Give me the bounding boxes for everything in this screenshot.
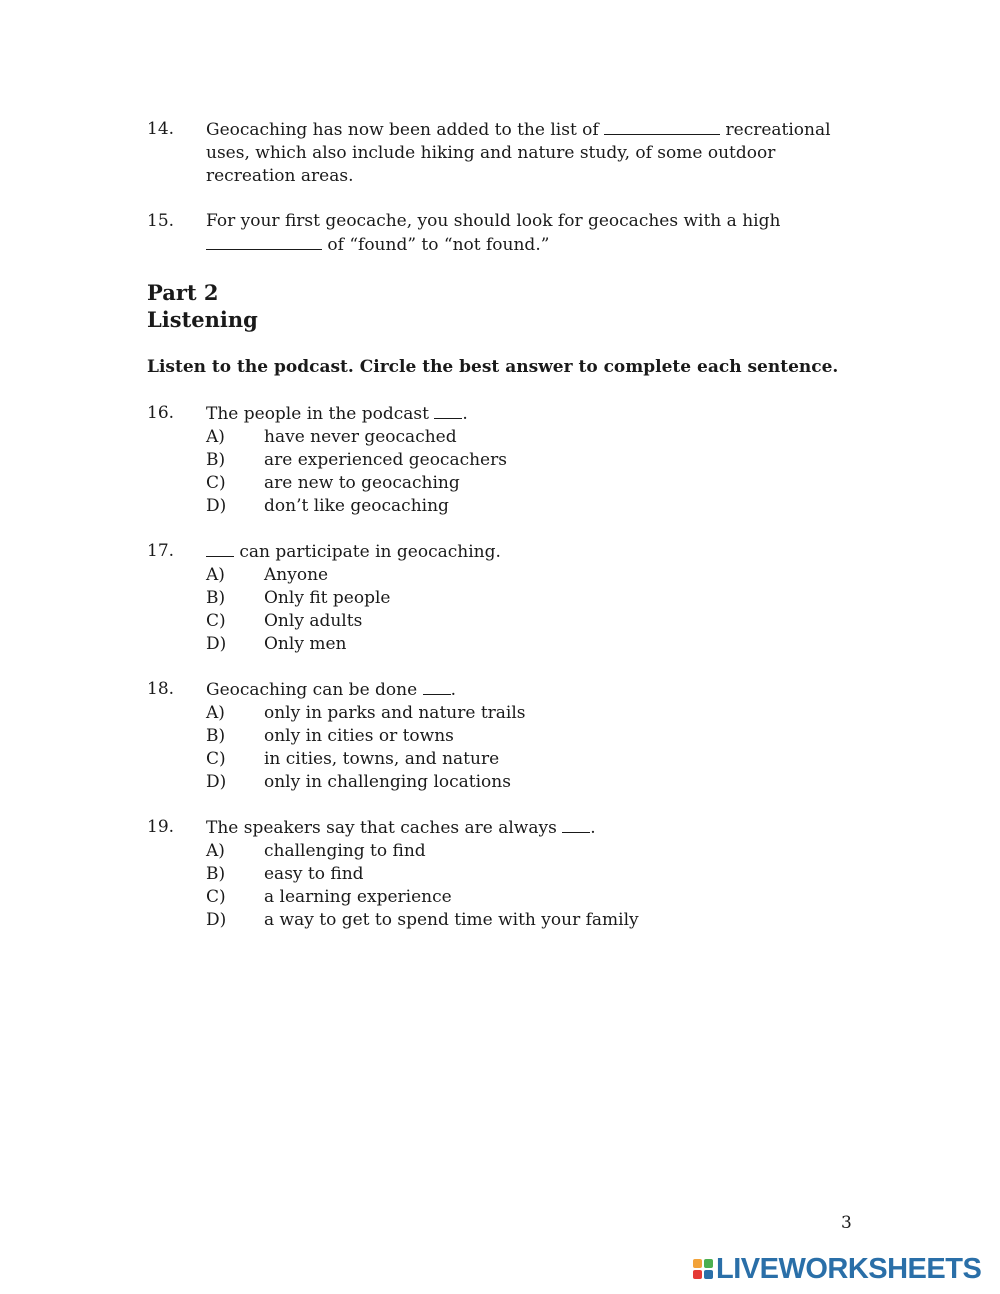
logo-tile	[693, 1259, 702, 1268]
option-d[interactable]: D) a way to get to spend time with your family	[206, 910, 639, 930]
question-text: can participate in geocaching.	[206, 540, 867, 564]
options-list	[206, 564, 867, 656]
answer-blank	[562, 816, 590, 833]
option-d[interactable]: D) only in challenging locations	[206, 772, 511, 792]
answer-blank	[423, 678, 451, 695]
question-number: 14.	[147, 119, 175, 139]
question-text: Geocaching has now been added to the list of recreational uses, which also include hiking and nature study, of some outdoor recreation areas.	[206, 120, 831, 186]
question-text: The speakers say that caches are always .	[206, 818, 596, 838]
question-text: For your first geocache, you should look for geocaches with a high of “found” to “not found.”	[206, 211, 781, 255]
option-d[interactable]: D) don’t like geocaching	[206, 496, 449, 516]
question-text: Geocaching can be done .	[206, 680, 456, 700]
brand-name: LIVEWORKSHEETS	[716, 1253, 982, 1285]
option-a[interactable]: A) have never geocached	[206, 427, 457, 447]
answer-blank	[206, 540, 234, 557]
option-b[interactable]: B) Only fit people	[206, 588, 391, 608]
part-subtitle: Listening	[147, 307, 258, 332]
option-a[interactable]: A) challenging to find	[206, 841, 426, 861]
option-b[interactable]: B) only in cities or towns	[206, 726, 454, 746]
options-list	[206, 840, 867, 932]
question-number: 18.	[147, 679, 175, 699]
answer-blank	[434, 402, 462, 419]
question-number: 16.	[147, 403, 175, 423]
page-number: 3	[841, 1213, 852, 1233]
logo-tile	[704, 1259, 713, 1268]
option-a[interactable]: A) Anyone	[206, 565, 329, 585]
instruction: Listen to the podcast. Circle the best answer to complete each sentence.	[147, 357, 839, 377]
option-c[interactable]: C) Only adults	[206, 611, 363, 631]
question-16	[147, 402, 867, 518]
option-b[interactable]: B) are experienced geocachers	[206, 450, 507, 470]
question-14	[147, 118, 867, 188]
logo-tile	[704, 1270, 713, 1279]
logo-tile	[693, 1270, 702, 1279]
answer-blank[interactable]	[206, 233, 322, 250]
option-b[interactable]: B) easy to find	[206, 864, 364, 884]
option-d[interactable]: D) Only men	[206, 634, 347, 654]
options-list	[206, 426, 867, 518]
question-number: 15.	[147, 211, 175, 231]
question-17	[147, 540, 867, 656]
question-text: The people in the podcast .	[206, 404, 468, 424]
options-list	[206, 702, 867, 794]
question-15	[147, 210, 867, 257]
answer-blank[interactable]	[604, 118, 720, 135]
option-c[interactable]: C) are new to geocaching	[206, 473, 460, 493]
liveworksheets-brand[interactable]	[693, 1252, 981, 1286]
question-number: 17.	[147, 541, 175, 561]
liveworksheets-logo-icon	[693, 1259, 713, 1279]
part-title: Part 2	[147, 280, 219, 305]
question-18	[147, 678, 867, 794]
option-c[interactable]: C) a learning experience	[206, 887, 452, 907]
option-a[interactable]: A) only in parks and nature trails	[206, 703, 526, 723]
question-number: 19.	[147, 817, 175, 837]
question-19	[147, 816, 867, 932]
option-c[interactable]: C) in cities, towns, and nature	[206, 749, 500, 769]
